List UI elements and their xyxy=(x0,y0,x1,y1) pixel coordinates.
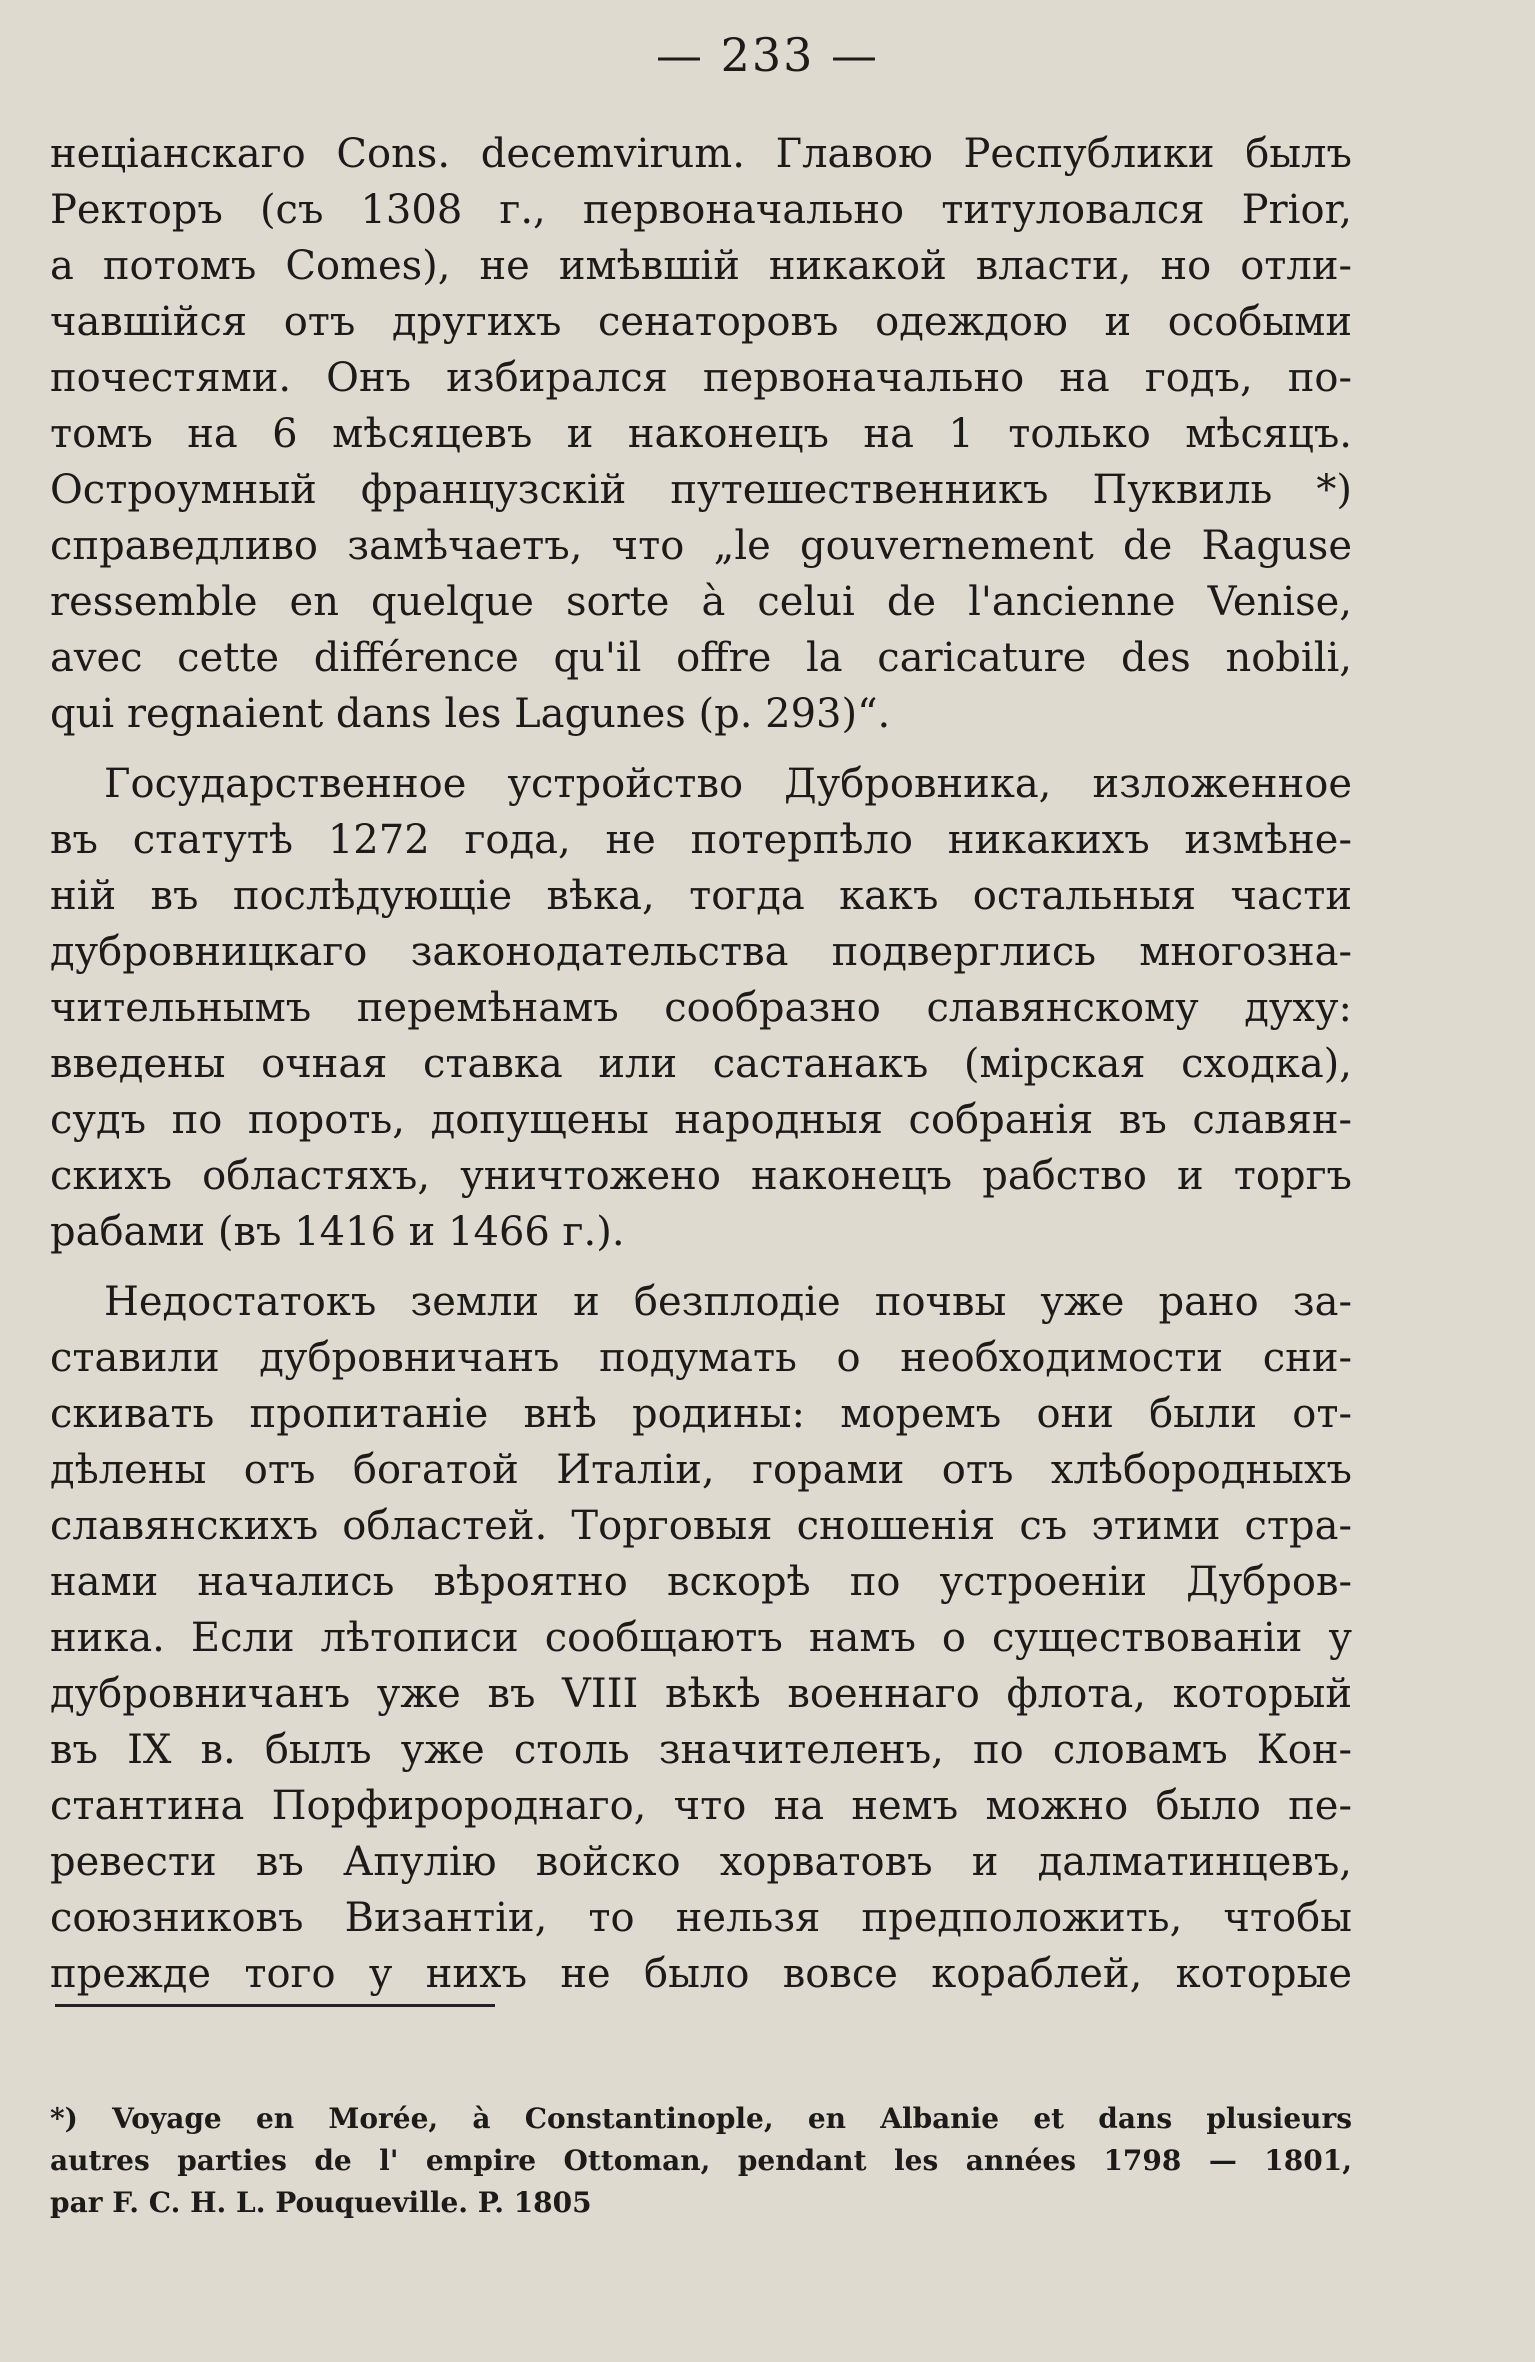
text-line: томъ на 6 мѣсяцевъ и наконецъ на 1 только мѣсяцъ. xyxy=(50,411,1352,457)
text-line: ника. Если лѣтописи сообщаютъ намъ о существованiи у xyxy=(50,1615,1352,1661)
paragraph-3 xyxy=(50,1274,1352,2002)
text-line: qui regnaient dans les Lagunes (p. 293)“. xyxy=(50,691,891,737)
body-text xyxy=(50,126,1352,2002)
text-line: чавшiйся отъ другихъ сенаторовъ одеждою и особыми xyxy=(50,299,1352,345)
paragraph-1 xyxy=(50,126,1352,742)
footnote-line: autres parties de l' empire Ottoman, pendant les années 1798 — 1801, xyxy=(50,2144,1352,2177)
text-line: дубровничанъ уже въ VIII вѣкѣ военнаго флота, который xyxy=(50,1671,1352,1717)
text-line: Недостатокъ земли и безплодiе почвы уже рано за- xyxy=(104,1279,1352,1325)
text-line: нiй въ послѣдующiе вѣка, тогда какъ остальныя части xyxy=(50,873,1352,919)
text-line: дѣлены отъ богатой Италiи, горами отъ хлѣбородныхъ xyxy=(50,1447,1352,1493)
text-line: справедливо замѣчаетъ, что „le gouvernement de Raguse xyxy=(50,523,1352,569)
text-line: скивать пропитанiе внѣ родины: моремъ они были от- xyxy=(50,1391,1352,1437)
text-line: Государственное устройство Дубровника, изложенное xyxy=(104,761,1352,807)
text-line: славянскихъ областей. Торговыя сношенiя съ этими стра- xyxy=(50,1503,1352,1549)
text-line: прежде того у нихъ не было вовсе кораблей, которые xyxy=(50,1951,1352,1997)
footnote-divider xyxy=(55,2004,495,2007)
text-line: нами начались вѣроятно вскорѣ по устроенiи Дубров- xyxy=(50,1559,1352,1605)
text-line: ставили дубровничанъ подумать о необходимости сни- xyxy=(50,1335,1352,1381)
footnote-line: par F. C. H. L. Pouqueville. P. 1805 xyxy=(50,2186,592,2219)
page-number: — 233 — xyxy=(655,28,880,82)
text-line: ressemble en quelque sorte à celui de l'ancienne Venise, xyxy=(50,579,1352,625)
text-line: союзниковъ Византiи, то нельзя предположить, чтобы xyxy=(50,1895,1352,1941)
footnote xyxy=(50,2098,1352,2224)
text-line: введены очная ставка или састанакъ (мiрская сходка), xyxy=(50,1041,1352,1087)
text-line: скихъ областяхъ, уничтожено наконецъ рабство и торгъ xyxy=(50,1153,1352,1199)
text-line: рабами (въ 1416 и 1466 г.). xyxy=(50,1209,625,1255)
text-line: въ статутѣ 1272 года, не потерпѣло никакихъ измѣне- xyxy=(50,817,1352,863)
text-line: нецiанскаго Cons. decemvirum. Главою Республики былъ xyxy=(50,131,1352,177)
text-line: въ IX в. былъ уже столь значителенъ, по словамъ Кон- xyxy=(50,1727,1352,1773)
text-line: avec cette différence qu'il offre la caricature des nobili, xyxy=(50,635,1352,681)
paragraph-2 xyxy=(50,756,1352,1260)
text-line: почестями. Онъ избирался первоначально на годъ, по- xyxy=(50,355,1352,401)
text-line: чительнымъ перемѣнамъ сообразно славянскому духу: xyxy=(50,985,1352,1031)
text-line: а потомъ Comes), не имѣвшiй никакой власти, но отли- xyxy=(50,243,1352,289)
text-line: судъ по пороть, допущены народныя собранiя въ славян- xyxy=(50,1097,1352,1143)
text-line: дубровницкаго законодательства подверглись многозна- xyxy=(50,929,1352,975)
footnote-line: *) Voyage en Morée, à Constantinople, en Albanie et dans plusieurs xyxy=(50,2102,1352,2135)
text-line: Остроумный французскiй путешественникъ Пуквиль *) xyxy=(50,467,1352,513)
text-line: ревести въ Апулiю войско хорватовъ и далматинцевъ, xyxy=(50,1839,1352,1885)
text-line: стантина Порфиророднаго, что на немъ можно было пе- xyxy=(50,1783,1352,1829)
text-line: Ректоръ (съ 1308 г., первоначально титуловался Prior, xyxy=(50,187,1352,233)
